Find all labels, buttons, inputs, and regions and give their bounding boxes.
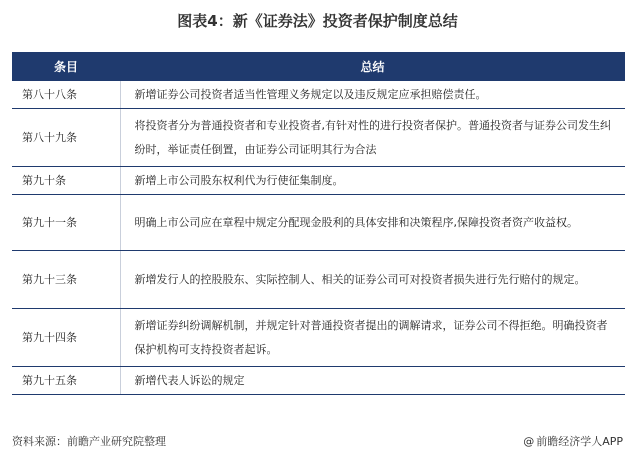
summary-cell: 新增证券公司投资者适当性管理义务规定以及违反规定应承担赔偿责任。	[120, 81, 625, 109]
table-row	[12, 367, 625, 395]
page-title: 图表4：新《证券法》投资者保护制度总结	[177, 12, 458, 30]
summary-cell: 新增发行人的控股股东、实际控制人、相关的证券公司可对投资者损失进行先行赔付的规定。	[120, 251, 625, 309]
brand-credit	[523, 433, 623, 449]
summary-cell: 新增证券纠纷调解机制，并规定针对普通投资者提出的调解请求，证券公司不得拒绝。明确投资者保护机构可支持投资者起诉。	[120, 309, 625, 367]
article-cell: 第九十三条	[12, 251, 120, 309]
table-header-row	[12, 52, 625, 81]
summary-cell: 新增上市公司股东权利代为行使征集制度。	[120, 167, 625, 195]
table-row	[12, 251, 625, 309]
summary-table	[12, 52, 625, 395]
table-row	[12, 167, 625, 195]
summary-cell: 明确上市公司应在章程中规定分配现金股利的具体安排和决策程序,保障投资者资产收益权。	[120, 195, 625, 251]
table-row	[12, 309, 625, 367]
column-header-summary: 总结	[120, 52, 625, 81]
table-row	[12, 81, 625, 109]
table-row	[12, 109, 625, 167]
table-row	[12, 195, 625, 251]
column-header-article: 条目	[12, 52, 120, 81]
article-cell: 第九十五条	[12, 367, 120, 395]
article-cell: 第八十九条	[12, 109, 120, 167]
weibo-icon: @	[523, 435, 535, 448]
article-cell: 第九十一条	[12, 195, 120, 251]
brand-label: 前瞻经济学人APP	[536, 435, 623, 448]
source-note: 资料来源：前瞻产业研究院整理	[12, 435, 166, 448]
article-cell: 第九十四条	[12, 309, 120, 367]
summary-cell: 新增代表人诉讼的规定	[120, 367, 625, 395]
article-cell: 第八十八条	[12, 81, 120, 109]
summary-cell: 将投资者分为普通投资者和专业投资者,有针对性的进行投资者保护。普通投资者与证券公司发生纠纷时，举证责任倒置，由证券公司证明其行为合法	[120, 109, 625, 167]
article-cell: 第九十条	[12, 167, 120, 195]
